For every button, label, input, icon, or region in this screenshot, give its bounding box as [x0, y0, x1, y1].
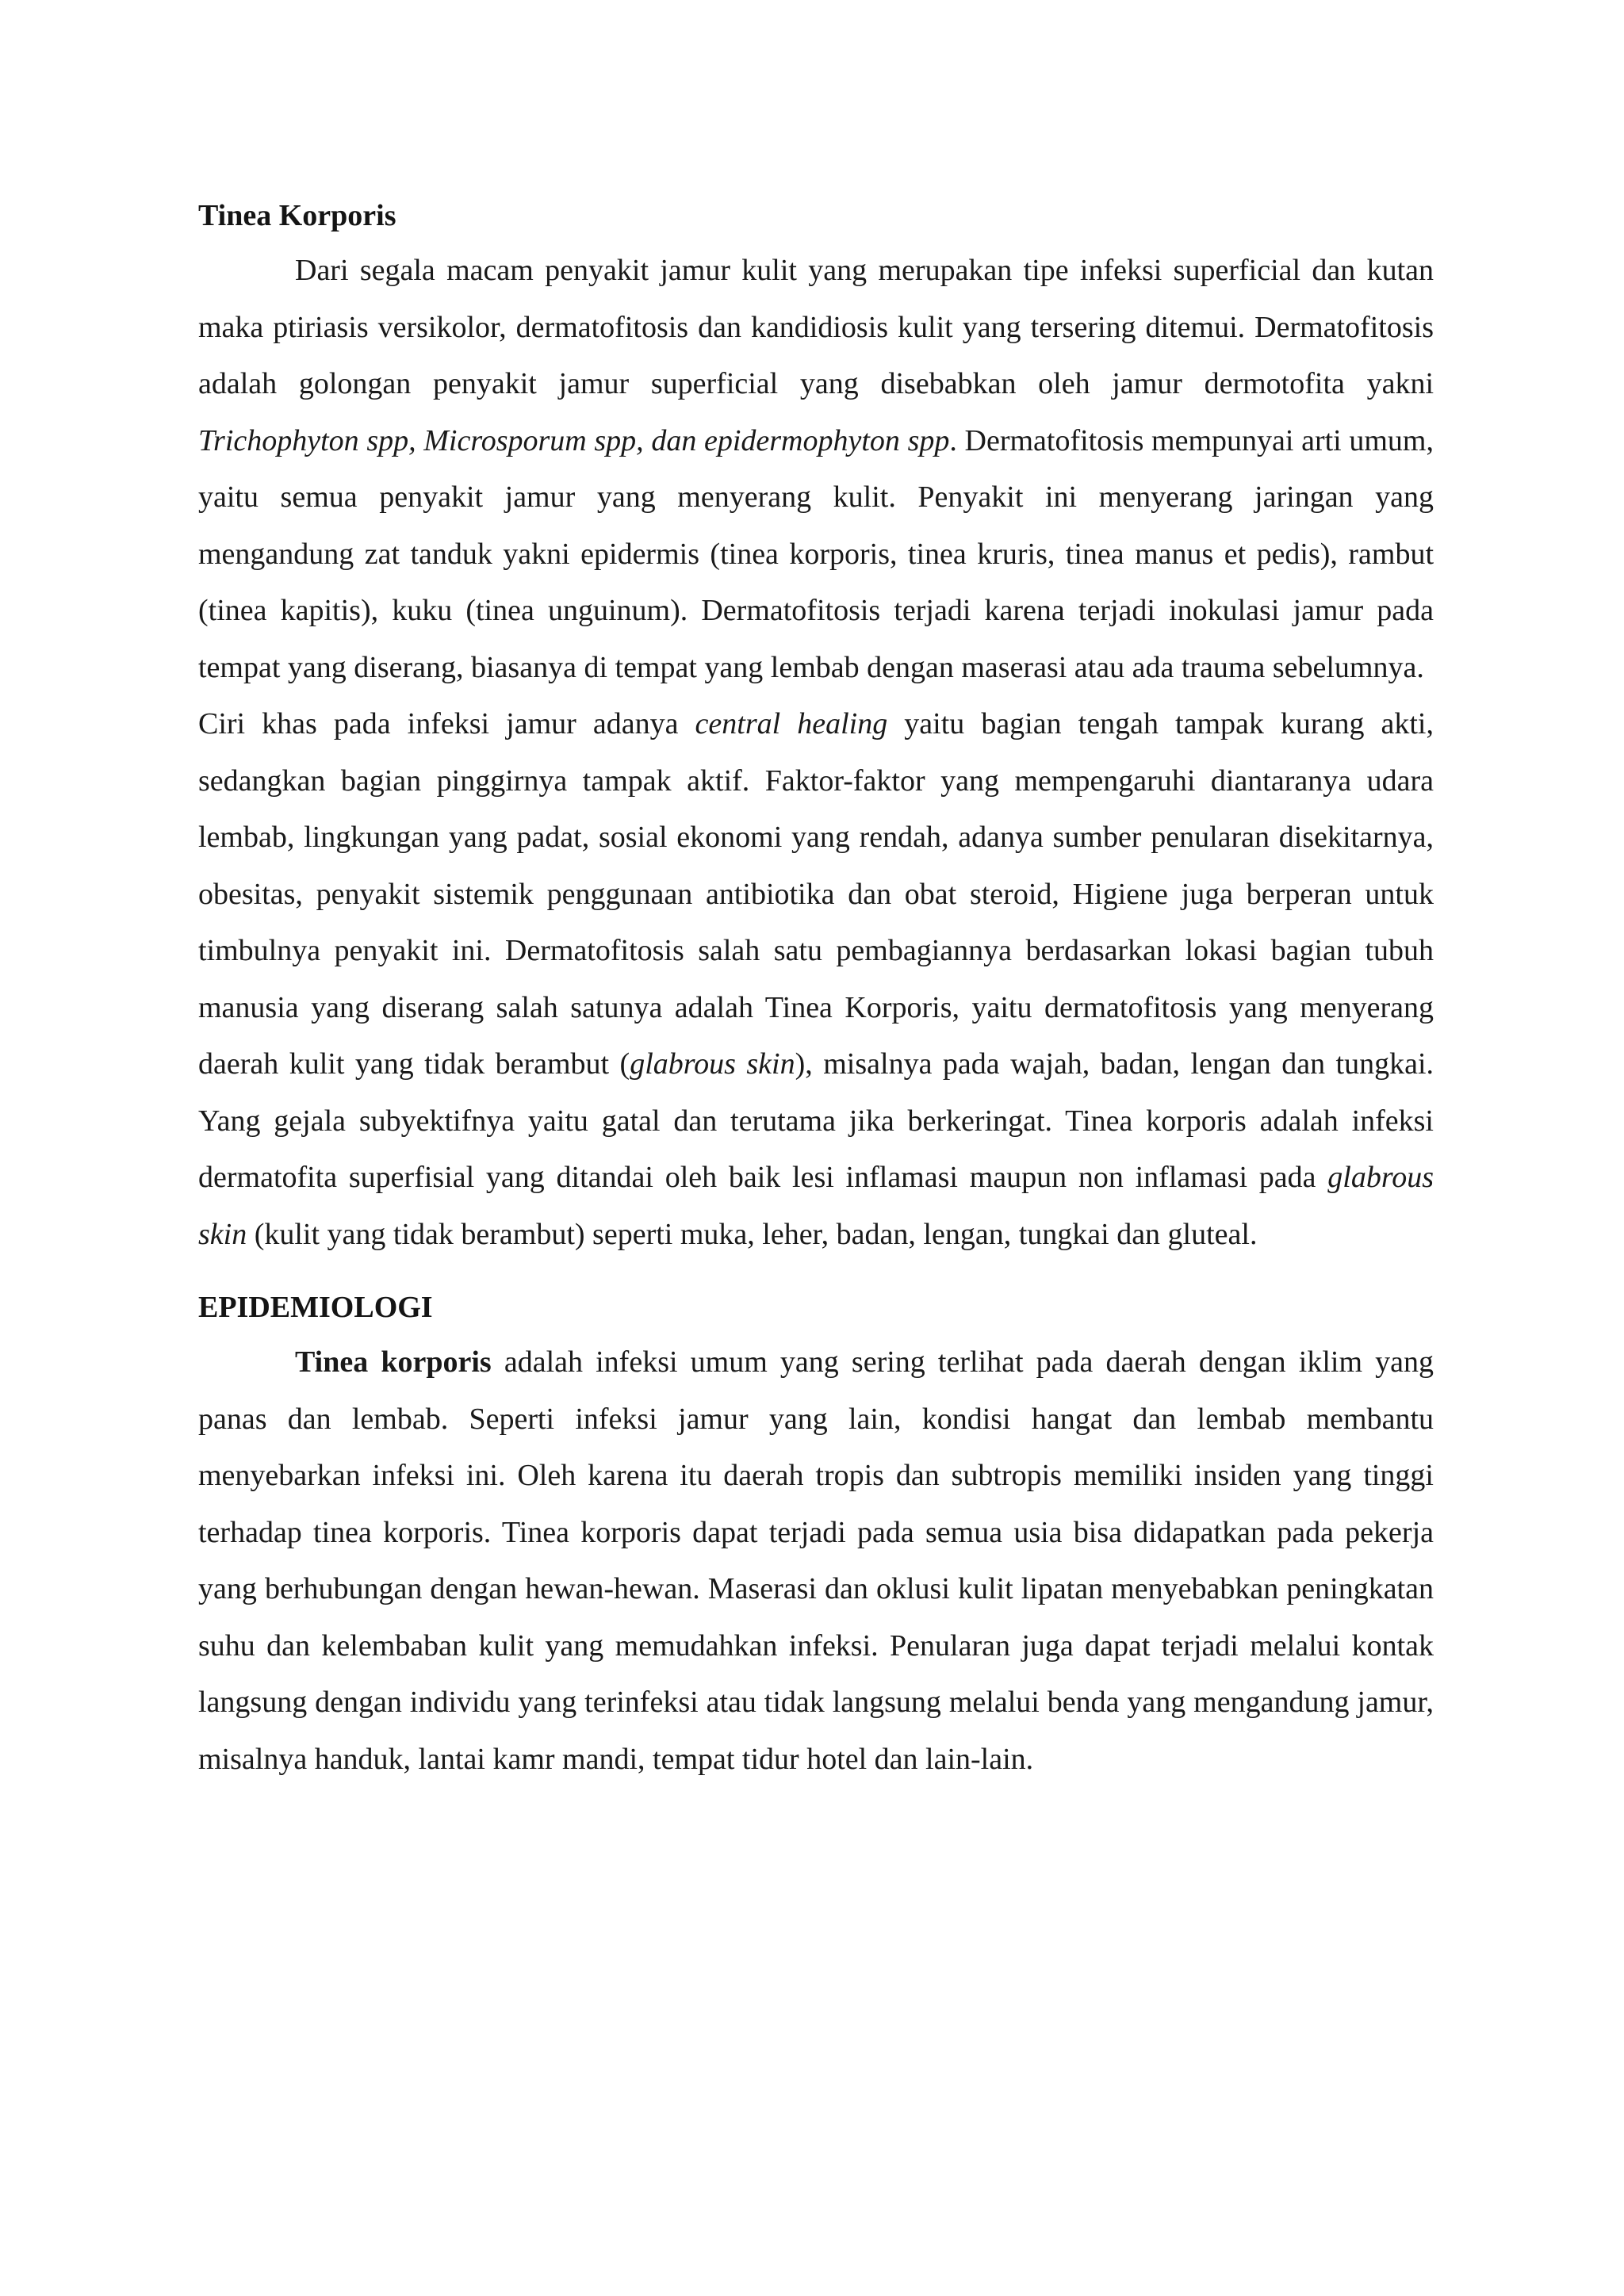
italic-glabrous-skin: glabrous skin: [198, 1161, 1434, 1251]
paragraph-dermatofitosis: [198, 243, 1434, 696]
text-run: adalah infeksi umum yang sering terlihat pada daerah dengan iklim yang panas dan lembab. Seperti infeksi jamur yang lain, kondisi hangat dan lembab membantu menyebarkan infeksi ini. Oleh karena itu daerah tropis dan subtropis memiliki insiden yang tinggi terhadap tinea korporis. Tinea korporis dapat terjadi pada semua usia bisa didapatkan pada pekerja yang berhubungan dengan hewan-hewan. Maserasi dan oklusi kulit lipatan menyebabkan peningkatan suhu dan kelembaban kulit yang memudahkan infeksi. Penularan juga dapat terjadi melalui kontak langsung dengan individu yang terinfeksi atau tidak langsung melalui benda yang mengandung jamur, misalnya handuk, lantai kamr mandi, tempat tidur hotel dan lain-lain.: [198, 1345, 1434, 1776]
text-run: (kulit yang tidak berambut) seperti muka, leher, badan, lengan, tungkai dan gluteal.: [247, 1217, 1258, 1251]
text-run: . Dermatofitosis mempunyai arti umum, yaitu semua penyakit jamur yang menyerang kulit. Penyakit ini menyerang jaringan yang mengandung zat tanduk yakni epidermis (tinea korporis, tinea kruris, tinea manus et pedis), rambut (tinea kapitis), kuku (tinea unguinum). Dermatofitosis terjadi karena terjadi inokulasi jamur pada tempat yang diserang, biasanya di tempat yang lembab dengan maserasi atau ada trauma sebelumnya.: [198, 423, 1434, 684]
paragraph-ciri-khas: [198, 696, 1434, 1263]
italic-central-healing: central healing: [695, 707, 888, 740]
text-run: Ciri khas pada infeksi jamur adanya: [198, 707, 695, 740]
text-run: Dari segala macam penyakit jamur kulit yang merupakan tipe infeksi superficial dan kutan maka ptiriasis versikolor, dermatofitosis dan kandidiosis kulit yang tersering ditemui. Dermatofitosis adalah golongan penyakit jamur superficial yang disebabkan oleh jamur dermotofita yakni: [198, 254, 1434, 400]
text-run: yaitu bagian tengah tampak kurang akti, sedangkan bagian pinggirnya tampak aktif. Faktor-faktor yang mempengaruhi diantaranya udara lembab, lingkungan yang padat, sosial ekonomi yang rendah, adanya sumber penularan disekitarnya, obesitas, penyakit sistemik penggunaan antibiotika dan obat steroid, Higiene juga berperan untuk timbulnya penyakit ini. Dermatofitosis salah satu pembagiannya berdasarkan lokasi bagian tubuh manusia yang diserang salah satunya adalah Tinea Korporis, yaitu dermatofitosis yang menyerang daerah kulit yang tidak berambut (: [198, 707, 1434, 1081]
text-run: ), misalnya pada wajah, badan, lengan dan tungkai. Yang gejala subyektifnya yaitu gatal dan terutama jika berkeringat. Tinea korporis adalah infeksi dermatofita superfisial yang ditandai oleh baik lesi inflamasi maupun non inflamasi pada: [198, 1047, 1434, 1194]
italic-species-names: Trichophyton spp, Microsporum spp, dan epidermophyton spp: [198, 423, 950, 457]
italic-glabrous-skin: glabrous skin: [630, 1047, 795, 1081]
bold-tinea-korporis: Tinea korporis: [295, 1345, 492, 1379]
section-heading-tinea-korporis: Tinea Korporis: [198, 199, 396, 232]
document-body: [198, 193, 1434, 1788]
section-heading-epidemiologi: EPIDEMIOLOGI: [198, 1291, 433, 1324]
paragraph-epidemiologi: [198, 1334, 1434, 1788]
